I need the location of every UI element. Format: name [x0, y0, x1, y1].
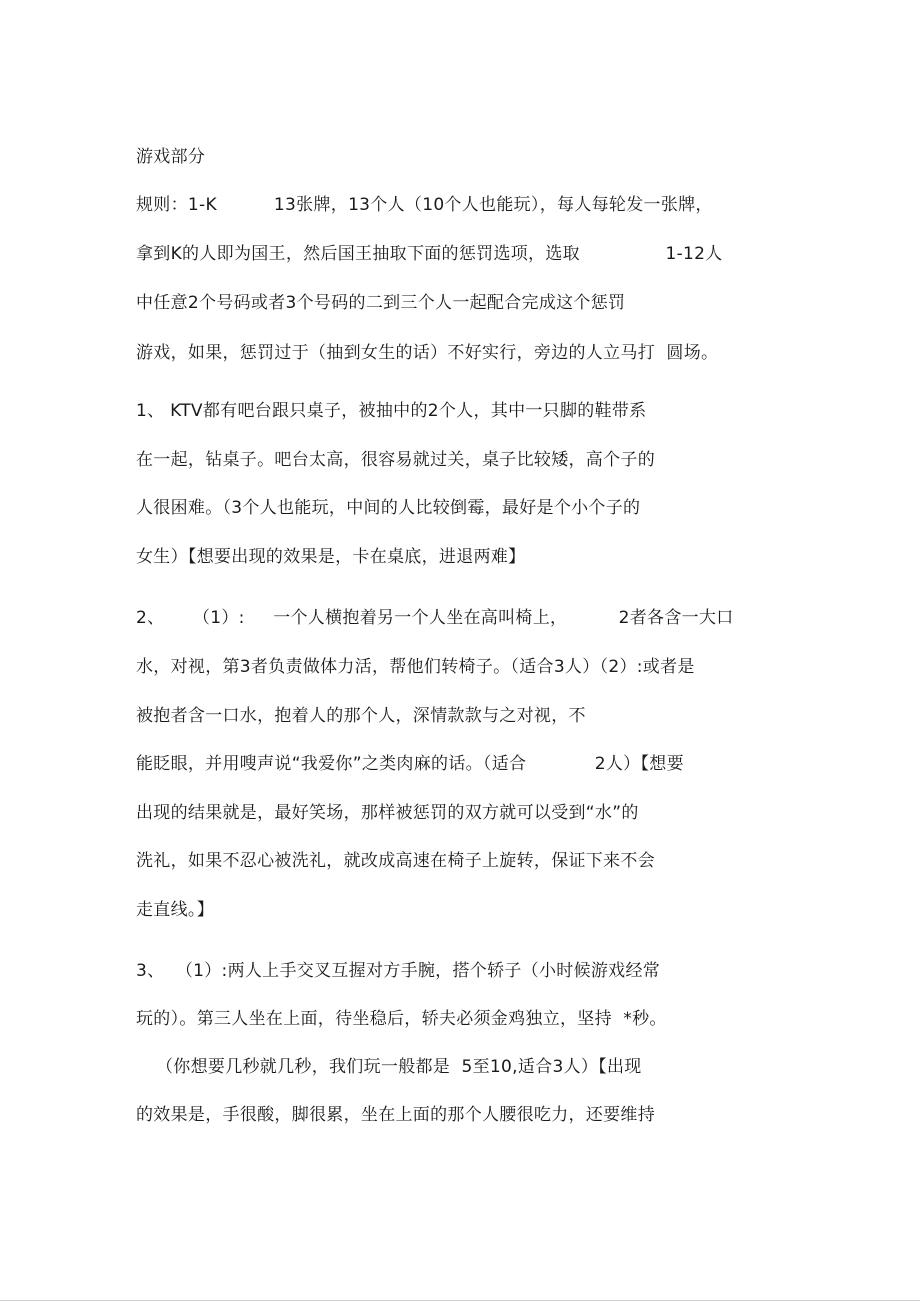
item-1-line-1: 1、 KTV都有吧台跟只桌子，被抽中的2个人，其中一只脚的鞋带系 [136, 401, 647, 421]
item-1-line-2: 在一起，钻桌子。吧台太高，很容易就过关，桌子比较矮，高个子的 [136, 450, 655, 470]
rules-line-4: 游戏，如果，惩罚过于（抽到女生的话）不好实行，旁边的人立马打 圆场。 [136, 343, 719, 363]
item-2-line-4: 能眨眼，并用嗖声说“我爱你”之类肉麻的话。（适合 2人）【想要 [136, 754, 684, 774]
item-2-line-3: 被抱者含一口水，抱着人的那个人，深情款款与之对视，不 [136, 706, 586, 726]
item-1-line-3: 人很困难。（3个人也能玩，中间的人比较倒霉，最好是个小个子的 [136, 498, 641, 518]
rules-line-2: 拿到K的人即为国王，然后国王抽取下面的惩罚选项，选取 1-12人 [136, 244, 723, 264]
item-2-line-6: 洗礼，如果不忍心被洗礼，就改成高速在椅子上旋转，保证下来不会 [136, 851, 655, 871]
item-3-line-2: 玩的）。第三人坐在上面，待坐稳后，轿夫必须金鸡独立，坚持 *秒。 [136, 1009, 667, 1029]
item-3-line-4: 的效果是，手很酸，脚很累，坐在上面的那个人腰很吃力，还要维持 [136, 1105, 655, 1125]
item-2-line-5: 出现的结果就是，最好笑场，那样被惩罚的双方就可以受到“水”的 [136, 803, 639, 823]
item-2-line-2: 水，对视，第3者负责做体力活，帮他们转椅子。（适合3人）（2）:或者是 [136, 657, 695, 677]
item-2-line-1: 2、 （1）: 一个人横抱着另一个人坐在高叫椅上， 2者各含一大口 [136, 608, 734, 628]
page-bottom-divider [0, 1300, 920, 1301]
rules-line-1: 规则：1-K 13张牌，13个人（10个人也能玩），每人每轮发一张牌， [136, 195, 713, 215]
item-3-line-1: 3、 （1）:两人上手交叉互握对方手腕，搭个轿子（小时候游戏经常 [136, 961, 661, 981]
item-1-line-4: 女生）【想要出现的效果是，卡在桌底，进退两难】 [136, 547, 526, 567]
item-2-line-7: 走直线。】 [136, 900, 214, 920]
section-heading: 游戏部分 [136, 147, 206, 167]
item-3-line-3: （你想要几秒就几秒，我们玩一般都是 5至10,适合3人）【出现 [156, 1057, 642, 1077]
rules-line-3: 中任意2个号码或者3个号码的二到三个人一起配合完成这个惩罚 [136, 293, 626, 313]
